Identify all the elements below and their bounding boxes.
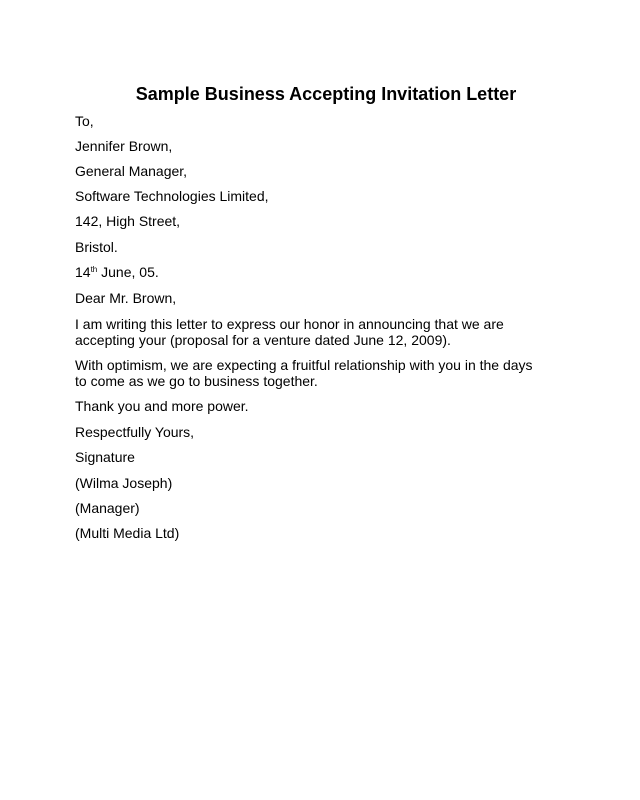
salutation-to: To, [75,113,94,129]
paragraph-2-line-1: With optimism, we are expecting a fruitful relationship with you in the days [75,357,533,373]
sender-title: (Manager) [75,500,140,516]
date-day: 14 [75,264,91,280]
letter-date [75,264,585,280]
paragraph-1-line-1: I am writing this letter to express our honor in announcing that we are [75,316,504,332]
sender-company: (Multi Media Ltd) [75,525,180,541]
signature: Signature [75,449,135,465]
sign-off: Respectfully Yours, [75,424,195,440]
recipient-city: Bristol. [75,239,118,255]
date-rest: June, 05. [97,264,159,280]
sender-name: (Wilma Joseph) [75,475,173,491]
recipient-company: Software Technologies Limited, [75,188,269,204]
closing-thanks: Thank you and more power. [75,398,249,414]
recipient-name: Jennifer Brown, [75,138,173,154]
paragraph-1-line-2: accepting your (proposal for a venture dated June 12, 2009). [75,332,451,348]
paragraph-2-line-2: to come as we go to business together. [75,373,318,389]
recipient-title: General Manager, [75,163,188,179]
letter-title: Sample Business Accepting Invitation Letter [135,84,517,104]
greeting: Dear Mr. Brown, [75,290,177,306]
recipient-street: 142, High Street, [75,213,181,229]
date-suffix: th [90,265,98,274]
